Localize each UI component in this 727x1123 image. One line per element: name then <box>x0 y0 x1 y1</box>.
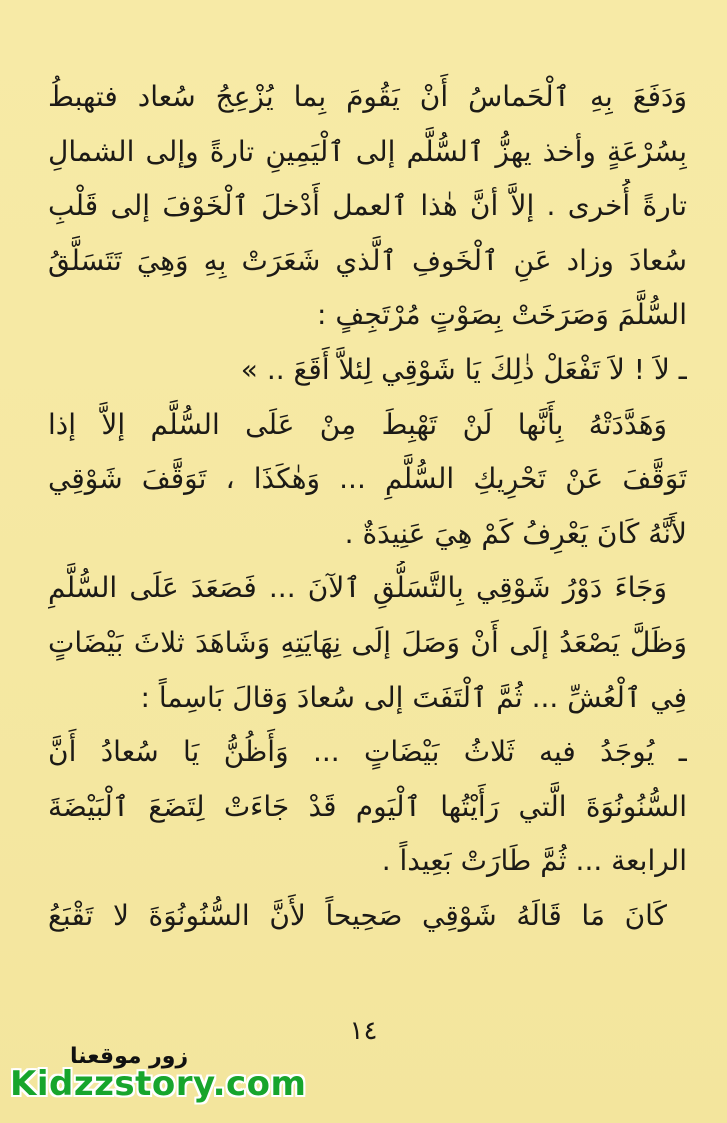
story-line: السُّلَّمَ وَصَرَخَتْ بِصَوْتٍ مُرْتَجِفٍ : <box>317 298 687 332</box>
site-watermark <box>10 1040 307 1116</box>
dialogue-line: ـ لاَ ! لاَ تَفْعَلْ ذٰلِكَ يَا شَوْقِي لِئلاَّ أَقَعَ .. » <box>240 352 687 386</box>
story-line: وَدَفَعَ بِهِ ٱلْحَماسُ أَنْ يَقُومَ بِما يُزْعِجُ سُعاد فتهبطُ <box>48 80 687 113</box>
dialogue-line: ـ يُوجَدُ فيه ثَلاثُ بَيْضَاتٍ ... وَأَظُنُّ يَا سُعادُ أَنَّ <box>48 735 687 769</box>
story-line: سُعادَ وزاد عَنِ ٱلْخَوفِ ٱلَّذي شَعَرَتْ بِهِ وَهِيَ تَتَسَلَّقُ <box>48 243 687 277</box>
story-line: وَظَلَّ يَصْعَدُ إلَى أَنْ وَصَلَ إلَى نِهَايَتِهِ وَشَاهَدَ ثلاثَ بَيْضَاتٍ <box>48 625 687 659</box>
page-number: ١٤ <box>349 1016 378 1046</box>
story-line: لأَنَّهُ كَانَ يَعْرِفُ كَمْ هِيَ عَنِيدَةٌ . <box>344 516 687 550</box>
story-line: وَجَاءَ دَوْرُ شَوْقِي بِالتَّسَلُّقِ ٱلآنَ ... فَصَعَدَ عَلَى السُّلَّمِ <box>48 571 667 605</box>
story-line: بِسُرْعَةٍ وأخذ يهزُّ ٱلسُّلَّم إلى ٱلْيَمِينِ تارةً وإلى الشمالِ <box>48 134 687 168</box>
story-line: الرابعة ... ثُمَّ طَارَتْ بَعِيداً . <box>381 844 687 878</box>
story-line: كَانَ مَا قَالَهُ شَوْقِي صَحِيحاً لأَنَّ السُّنُونُوَةَ لا تَقْبَعُ <box>48 898 667 932</box>
story-line: تارةً أُخرى . إلاَّ أنَّ هٰذا ٱلعمل أَدْخلَ ٱلْخَوْفَ إلى قَلْبِ <box>48 189 687 223</box>
story-line: السُّنُونُوَةَ الَّتي رَأَيْتُها ٱلْيَوم قَدْ جَاءَتْ لِتَضَعَ ٱلْبَيْضَةَ <box>48 789 687 823</box>
story-line: وَهَدَّدَتْهُ بِأَنَّها لَنْ تَهْبِطَ مِنْ عَلَى السُّلَّم إلاَّ إذا <box>48 407 667 441</box>
story-line: تَوَقَّفَ عَنْ تَحْرِيكِ السُّلَّمِ ... وَهٰكَذَا ، تَوَقَّفَ شَوْقِي <box>48 462 687 496</box>
watermark-arabic-text: زور موقعنا <box>70 1044 189 1069</box>
watermark-site-name: Kidzzstory.com <box>10 1064 307 1104</box>
story-text <box>48 70 687 944</box>
story-line: فِي ٱلْعُشِّ ... ثُمَّ ٱلْتَفَتَ إلى سُعادَ وَقالَ بَاسِماً : <box>140 680 687 714</box>
